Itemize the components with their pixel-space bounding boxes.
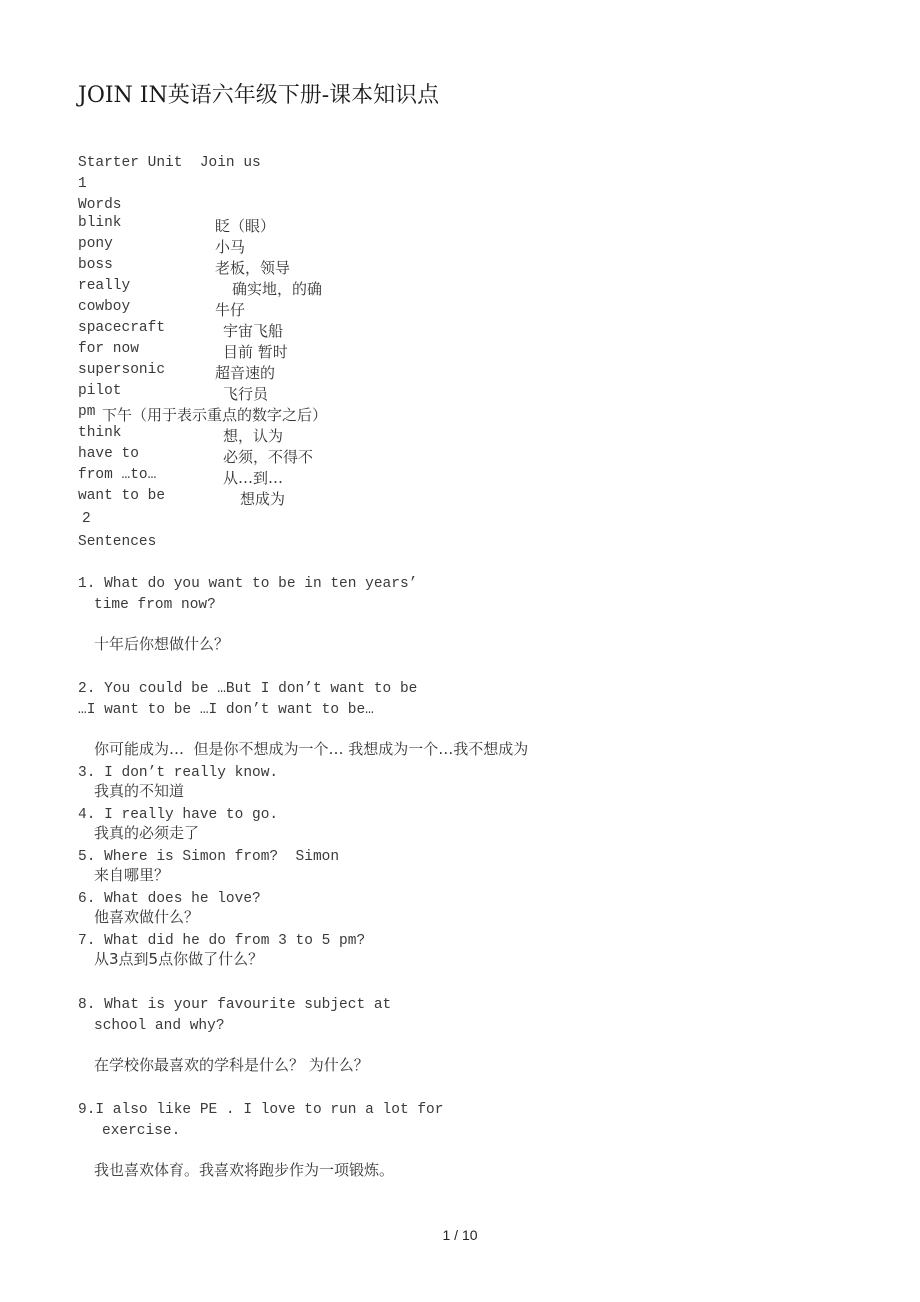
sentence-9-chinese: 我也喜欢体育。我喜欢将跑步作为一项锻炼。 (94, 1161, 395, 1179)
section-number-1: 1 (78, 176, 87, 192)
word-chinese: 想成为 (240, 490, 286, 508)
word-english: think (78, 425, 122, 441)
sentence-1-english-cont: time from now? (94, 597, 216, 613)
word-chinese: 老板，领导 (215, 259, 291, 277)
unit-heading: Starter Unit Join us (78, 155, 261, 171)
sentence-6-english: 6. What does he love? (78, 891, 261, 907)
word-english: supersonic (78, 362, 166, 378)
word-chinese: 必须，不得不 (223, 448, 314, 466)
sentence-5-chinese: 来自哪里？ (94, 866, 170, 884)
word-english: from …to… (78, 467, 157, 483)
sentence-7-chinese: 从3点到5点你做了什么？ (94, 950, 264, 968)
word-chinese: 超音速的 (215, 364, 276, 382)
sentence-4-english: 4. I really have to go. (78, 807, 279, 823)
sentence-3-english: 3. I don’t really know. (78, 765, 279, 781)
sentence-6-chinese: 他喜欢做什么？ (94, 908, 200, 926)
word-chinese: 飞行员 (223, 385, 269, 403)
sentence-7-english: 7. What did he do from 3 to 5 pm? (78, 933, 366, 949)
word-chinese: 目前 暂时 (223, 343, 288, 361)
word-english: pm (78, 404, 96, 420)
word-english: have to (78, 446, 139, 462)
sentence-2-chinese: 你可能成为… 但是你不想成为一个… 我想成为一个…我不想成为 (94, 740, 529, 758)
sentence-3-chinese: 我真的不知道 (94, 782, 185, 800)
word-english: blink (78, 215, 122, 231)
section-label-sentences: Sentences (78, 534, 157, 550)
section-label-words: Words (78, 197, 122, 213)
word-chinese: 牛仔 (215, 301, 246, 319)
word-english: for now (78, 341, 139, 357)
sentence-8-english-cont: school and why? (94, 1018, 225, 1034)
sentence-1-chinese: 十年后你想做什么？ (94, 635, 230, 653)
sentence-2-english: 2. You could be …But I don’t want to be (78, 681, 418, 697)
sentence-9-english-cont: exercise. (102, 1123, 181, 1139)
word-english: really (78, 278, 131, 294)
word-chinese: 从…到… (223, 469, 284, 487)
word-english: cowboy (78, 299, 131, 315)
word-chinese: 宇宙飞船 (223, 322, 284, 340)
word-chinese: 想，认为 (223, 427, 284, 445)
word-english: boss (78, 257, 113, 273)
sentence-4-chinese: 我真的必须走了 (94, 824, 200, 842)
word-chinese: 确实地，的确 (232, 280, 323, 298)
word-chinese: 小马 (215, 238, 246, 256)
sentence-2-english-cont: …I want to be …I don’t want to be… (78, 702, 374, 718)
word-english: spacecraft (78, 320, 166, 336)
word-english: pilot (78, 383, 122, 399)
word-chinese: 眨（眼） (215, 217, 276, 235)
sentence-8-chinese: 在学校你最喜欢的学科是什么？ 为什么？ (94, 1056, 369, 1074)
word-chinese: 下午（用于表示重点的数字之后） (102, 406, 328, 424)
sentence-8-english: 8. What is your favourite subject at (78, 997, 392, 1013)
word-english: pony (78, 236, 113, 252)
sentence-1-english: 1. What do you want to be in ten years’ (78, 576, 418, 592)
word-english: want to be (78, 488, 166, 504)
sentence-9-english: 9.I also like PE . I love to run a lot for (78, 1102, 444, 1118)
sentence-5-english: 5. Where is Simon from? Simon (78, 849, 340, 865)
section-number-2: 2 (82, 511, 91, 527)
document-title: JOIN IN英语六年级下册-课本知识点 (78, 83, 440, 108)
page-indicator: 1 / 10 (442, 1227, 478, 1243)
